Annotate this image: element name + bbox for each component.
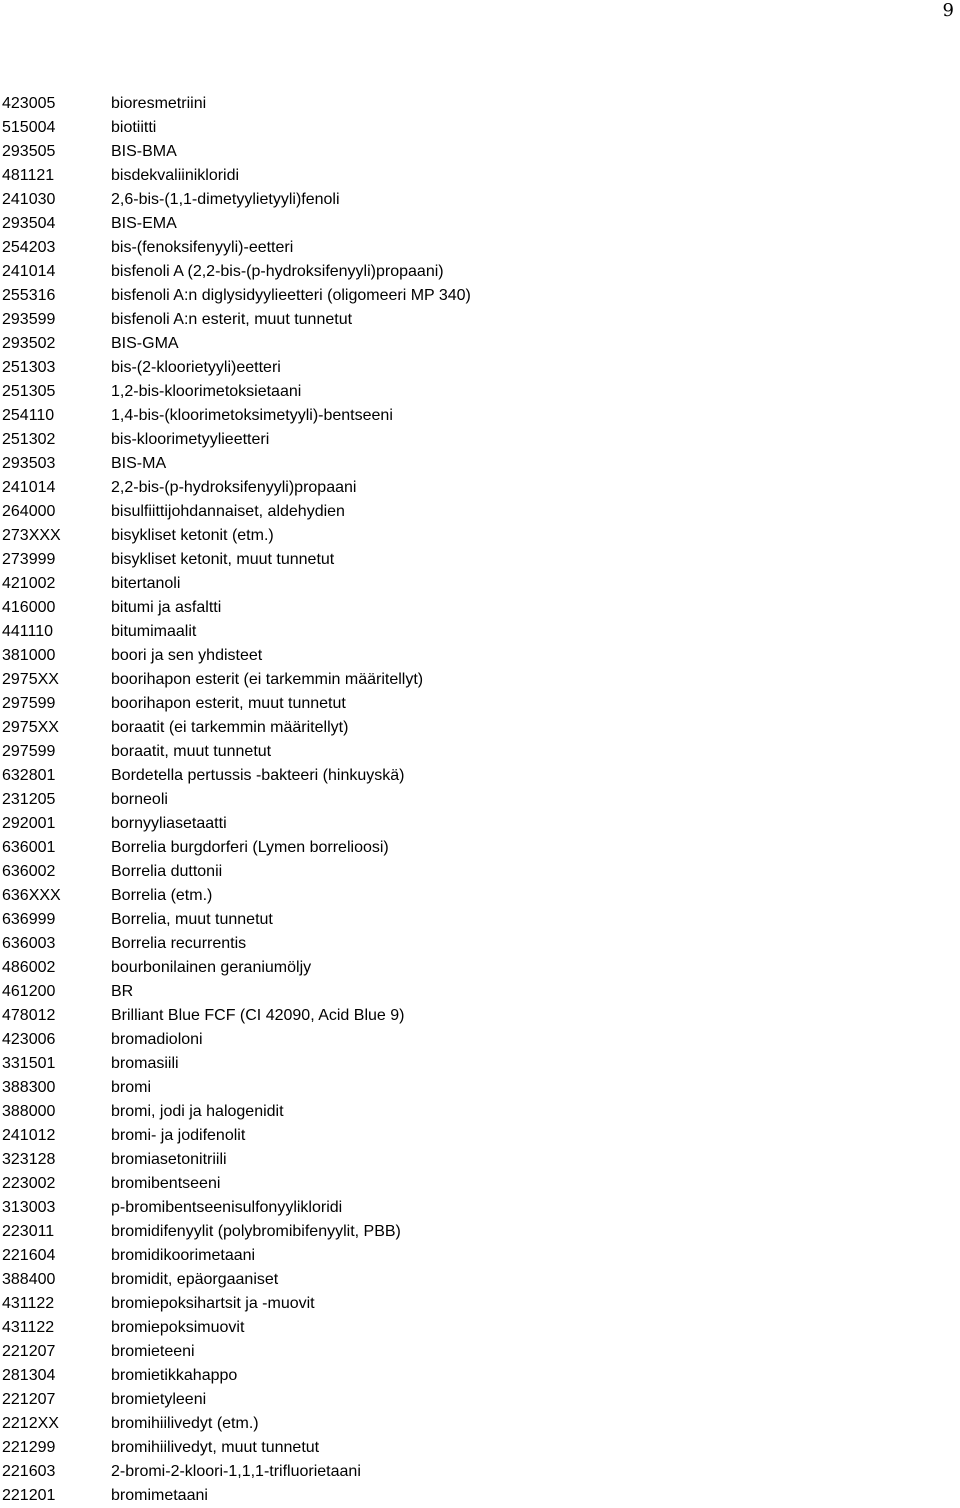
entry-code: 293503	[2, 455, 56, 472]
entry-code: 251303	[2, 359, 56, 376]
entry-name: Borrelia duttonii	[111, 863, 223, 880]
entry-row	[2, 932, 942, 956]
entry-code: 281304	[2, 1367, 56, 1384]
entry-row	[2, 1220, 942, 1244]
entry-name: bisykliset ketonit, muut tunnetut	[111, 551, 335, 568]
entry-row	[2, 1004, 942, 1028]
entry-row	[2, 332, 942, 356]
entry-name: 2,6-bis-(1,1-dimetyylietyyli)fenoli	[111, 191, 340, 208]
entry-name: bromibentseeni	[111, 1175, 221, 1192]
entry-row	[2, 1340, 942, 1364]
entry-row	[2, 908, 942, 932]
entry-code: 254203	[2, 239, 56, 256]
entry-name: bromihiilivedyt, muut tunnetut	[111, 1439, 320, 1456]
entry-code: 416000	[2, 599, 56, 616]
entry-name: bromi, jodi ja halogenidit	[111, 1103, 284, 1120]
entry-name: bis-kloorimetyylieetteri	[111, 431, 270, 448]
entry-row	[2, 1148, 942, 1172]
entry-code: 2975XX	[2, 719, 59, 736]
entry-row	[2, 1052, 942, 1076]
entry-code: 323128	[2, 1151, 56, 1168]
entry-row	[2, 1364, 942, 1388]
entry-name: Borrelia burgdorferi (Lymen borrelioosi)	[111, 839, 389, 856]
entry-row	[2, 596, 942, 620]
entry-code: 221207	[2, 1343, 56, 1360]
entry-row	[2, 1388, 942, 1412]
entry-row	[2, 452, 942, 476]
entry-code: 636003	[2, 935, 56, 952]
entry-code: 423005	[2, 95, 56, 112]
entry-row	[2, 548, 942, 572]
entry-name: BIS-EMA	[111, 215, 177, 232]
entry-code: 231205	[2, 791, 56, 808]
entry-code: 486002	[2, 959, 56, 976]
entry-code: 221201	[2, 1487, 56, 1504]
entry-row	[2, 1172, 942, 1196]
entry-row	[2, 380, 942, 404]
entry-row	[2, 164, 942, 188]
entry-name: bisykliset ketonit (etm.)	[111, 527, 274, 544]
entry-name: bis-(fenoksifenyyli)-eetteri	[111, 239, 294, 256]
entry-name: bromidit, epäorgaaniset	[111, 1271, 279, 1288]
entry-code: 388400	[2, 1271, 56, 1288]
entry-code: 481121	[2, 167, 55, 184]
entry-name: bromihiilivedyt (etm.)	[111, 1415, 259, 1432]
entry-row	[2, 884, 942, 908]
page-number: 9	[942, 0, 954, 21]
entry-code: 431122	[2, 1295, 55, 1312]
entry-code: 292001	[2, 815, 56, 832]
entry-code: 441110	[2, 623, 54, 640]
entry-code: 388000	[2, 1103, 56, 1120]
entry-name: borneoli	[111, 791, 168, 808]
entry-code: 255316	[2, 287, 56, 304]
entry-name: Borrelia, muut tunnetut	[111, 911, 273, 928]
entry-row	[2, 284, 942, 308]
entry-name: boraatit (ei tarkemmin määritellyt)	[111, 719, 349, 736]
entry-row	[2, 1124, 942, 1148]
entry-name: bromidifenyylit (polybromibifenyylit, PBB)	[111, 1223, 401, 1240]
entry-name: bisfenoli A (2,2-bis-(p-hydroksifenyyli)propaani)	[111, 263, 444, 280]
entry-name: bisfenoli A:n diglysidyylieetteri (oligomeeri MP 340)	[111, 287, 471, 304]
entry-row	[2, 524, 942, 548]
entry-name: Borrelia recurrentis	[111, 935, 247, 952]
entry-row	[2, 572, 942, 596]
entry-row	[2, 404, 942, 428]
entry-code: 297599	[2, 743, 56, 760]
entry-code: 251302	[2, 431, 56, 448]
entry-code: 636999	[2, 911, 56, 928]
entry-row	[2, 260, 942, 284]
entry-row	[2, 1028, 942, 1052]
entry-row	[2, 92, 942, 116]
entry-code: 221604	[2, 1247, 56, 1264]
entry-row	[2, 740, 942, 764]
entry-row	[2, 188, 942, 212]
entry-code: 515004	[2, 119, 56, 136]
entry-name: 2-bromi-2-kloori-1,1,1-trifluorietaani	[111, 1463, 361, 1480]
entry-row	[2, 1460, 942, 1484]
entry-code: 293599	[2, 311, 56, 328]
entry-name: bromasiili	[111, 1055, 179, 1072]
entry-name: bioresmetriini	[111, 95, 207, 112]
entry-code: 241014	[2, 479, 56, 496]
entry-code: 254110	[2, 407, 55, 424]
entry-code: 221207	[2, 1391, 56, 1408]
entry-row	[2, 428, 942, 452]
entry-name: bromi	[111, 1079, 152, 1096]
entry-row	[2, 668, 942, 692]
entry-name: 1,2-bis-kloorimetoksietaani	[111, 383, 302, 400]
entry-code: 636XXX	[2, 887, 61, 904]
entry-name: bisulfiittijohdannaiset, aldehydien	[111, 503, 345, 520]
entry-name: bisfenoli A:n esterit, muut tunnetut	[111, 311, 353, 328]
entry-row	[2, 1316, 942, 1340]
entry-row	[2, 1268, 942, 1292]
entry-code: 331501	[2, 1055, 56, 1072]
entry-name: bitumi ja asfaltti	[111, 599, 222, 616]
entry-name: bitumimaalit	[111, 623, 197, 640]
entry-row	[2, 1292, 942, 1316]
entry-name: boorihapon esterit, muut tunnetut	[111, 695, 346, 712]
entry-row	[2, 236, 942, 260]
entry-code: 221603	[2, 1463, 56, 1480]
entry-code: 273999	[2, 551, 56, 568]
entry-row	[2, 788, 942, 812]
entry-name: bromietikkahappo	[111, 1367, 238, 1384]
entry-row	[2, 140, 942, 164]
entry-code: 223002	[2, 1175, 56, 1192]
entry-row	[2, 476, 942, 500]
entry-name: bromiepoksihartsit ja -muovit	[111, 1295, 315, 1312]
entry-code: 461200	[2, 983, 56, 1000]
entry-code: 423006	[2, 1031, 56, 1048]
entry-row	[2, 116, 942, 140]
entry-code: 2212XX	[2, 1415, 59, 1432]
entry-name: Brilliant Blue FCF (CI 42090, Acid Blue 9)	[111, 1007, 405, 1024]
entry-name: boraatit, muut tunnetut	[111, 743, 272, 760]
entry-code: 221299	[2, 1439, 56, 1456]
entry-name: bisdekvaliinikloridi	[111, 167, 240, 184]
entry-row	[2, 1436, 942, 1460]
entry-row	[2, 860, 942, 884]
entry-code: 632801	[2, 767, 56, 784]
entry-name: 1,4-bis-(kloorimetoksimetyyli)-bentseeni	[111, 407, 393, 424]
entry-list	[2, 92, 942, 1508]
entry-code: 421002	[2, 575, 56, 592]
entry-name: bourbonilainen geraniumöljy	[111, 959, 312, 976]
entry-name: biotiitti	[111, 119, 157, 136]
entry-name: bromadioloni	[111, 1031, 203, 1048]
entry-code: 297599	[2, 695, 56, 712]
entry-code: 273XXX	[2, 527, 61, 544]
entry-code: 381000	[2, 647, 56, 664]
entry-name: boori ja sen yhdisteet	[111, 647, 263, 664]
entry-code: 251305	[2, 383, 56, 400]
entry-name: BIS-BMA	[111, 143, 177, 160]
entry-row	[2, 812, 942, 836]
entry-code: 223011	[2, 1223, 55, 1240]
entry-row	[2, 980, 942, 1004]
entry-name: bitertanoli	[111, 575, 181, 592]
entry-row	[2, 644, 942, 668]
entry-name: Bordetella pertussis -bakteeri (hinkuyskä)	[111, 767, 405, 784]
entry-code: 264000	[2, 503, 56, 520]
entry-code: 636002	[2, 863, 56, 880]
entry-code: 241030	[2, 191, 56, 208]
entry-name: bromiepoksimuovit	[111, 1319, 245, 1336]
entry-row	[2, 1076, 942, 1100]
entry-row	[2, 212, 942, 236]
entry-row	[2, 500, 942, 524]
entry-name: bromieteeni	[111, 1343, 195, 1360]
entry-row	[2, 308, 942, 332]
entry-row	[2, 1244, 942, 1268]
entry-code: 431122	[2, 1319, 55, 1336]
entry-code: 388300	[2, 1079, 56, 1096]
entry-name: bromimetaani	[111, 1487, 208, 1504]
entry-row	[2, 764, 942, 788]
entry-name: bromiasetonitriili	[111, 1151, 227, 1168]
entry-code: 293505	[2, 143, 56, 160]
entry-name: bornyyliasetaatti	[111, 815, 227, 832]
entry-row	[2, 1484, 942, 1508]
entry-name: 2,2-bis-(p-hydroksifenyyli)propaani	[111, 479, 357, 496]
entry-name: BIS-MA	[111, 455, 167, 472]
entry-name: BIS-GMA	[111, 335, 179, 352]
entry-code: 2975XX	[2, 671, 59, 688]
entry-name: bis-(2-kloorietyyli)eetteri	[111, 359, 281, 376]
entry-code: 293502	[2, 335, 56, 352]
entry-row	[2, 620, 942, 644]
entry-row	[2, 956, 942, 980]
entry-name: boorihapon esterit (ei tarkemmin määritellyt)	[111, 671, 424, 688]
entry-code: 313003	[2, 1199, 56, 1216]
entry-row	[2, 1412, 942, 1436]
entry-row	[2, 716, 942, 740]
entry-name: Borrelia (etm.)	[111, 887, 213, 904]
entry-row	[2, 836, 942, 860]
entry-code: 293504	[2, 215, 56, 232]
entry-name: BR	[111, 983, 134, 1000]
entry-code: 241012	[2, 1127, 56, 1144]
entry-code: 241014	[2, 263, 56, 280]
entry-code: 636001	[2, 839, 56, 856]
entry-row	[2, 692, 942, 716]
entry-name: bromietyleeni	[111, 1391, 207, 1408]
entry-name: p-bromibentseenisulfonyylikloridi	[111, 1199, 343, 1216]
entry-name: bromidikoorimetaani	[111, 1247, 256, 1264]
entry-row	[2, 1196, 942, 1220]
entry-code: 478012	[2, 1007, 56, 1024]
entry-name: bromi- ja jodifenolit	[111, 1127, 246, 1144]
entry-row	[2, 356, 942, 380]
entry-row	[2, 1100, 942, 1124]
